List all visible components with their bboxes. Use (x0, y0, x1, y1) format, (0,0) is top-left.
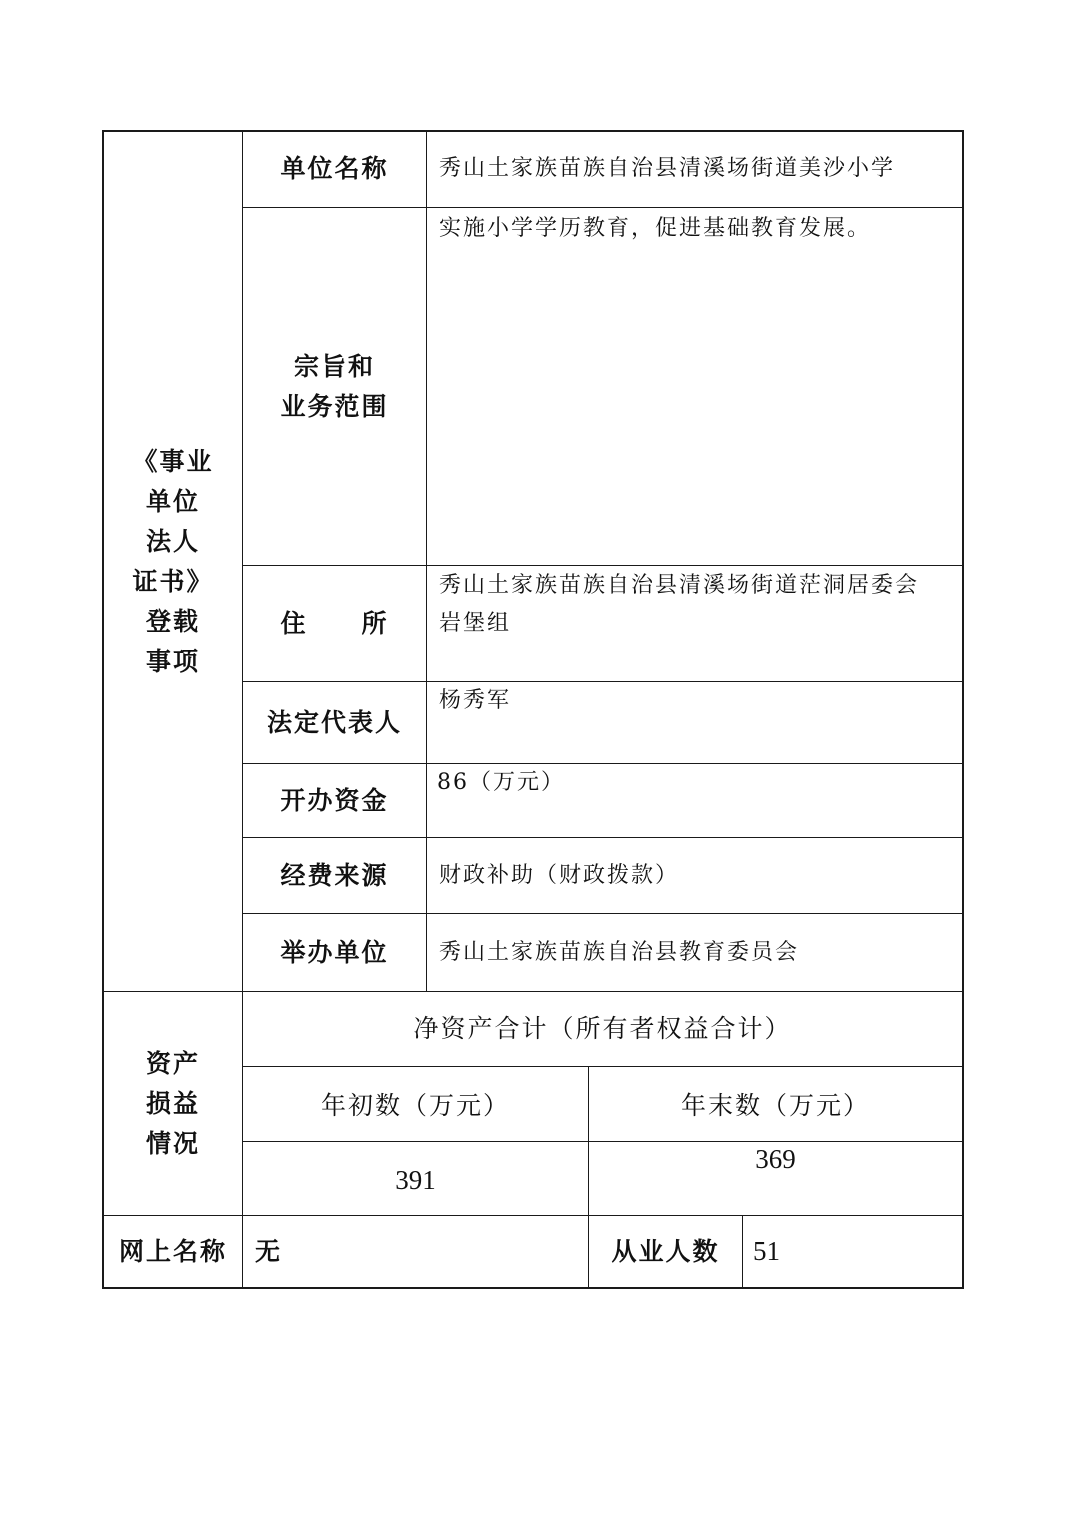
year-begin-header: 年初数（万元） (320, 1091, 510, 1120)
year-end-header: 年末数（万元） (680, 1091, 870, 1120)
registration-title-line-6: 事项 (145, 646, 200, 676)
purpose-value: 实施小学学历教育，促进基础教育发展。 (439, 216, 872, 241)
registration-title-line-2: 单位 (145, 486, 200, 516)
unit-name-label: 单位名称 (280, 154, 389, 183)
registration-title-line-4: 证书》 (132, 566, 214, 596)
fund-source-label: 经费来源 (280, 860, 389, 890)
purpose-label-line-2: 业务范围 (280, 391, 389, 421)
staff-count-value: 51 (753, 1236, 780, 1266)
registration-title-line-1: 《事业 (132, 446, 214, 476)
table-border-bottom (102, 1287, 964, 1289)
purpose-label-line-1: 宗旨和 (293, 351, 375, 381)
assets-section-title (104, 992, 242, 1215)
assets-title-line-2: 损益 (145, 1088, 200, 1118)
funding-label: 开办资金 (280, 785, 389, 815)
assets-title-line-1: 资产 (145, 1048, 200, 1078)
address-value-line-2: 岩堡组 (439, 611, 512, 636)
registration-title-line-3: 法人 (145, 526, 200, 556)
address-value-line-1: 秀山土家族苗族自治县清溪场街道茫洞居委会 (439, 573, 920, 598)
table-border-right (962, 130, 964, 1289)
sponsor-value: 秀山土家族苗族自治县教育委员会 (439, 939, 800, 965)
legal-rep-value: 杨秀军 (439, 688, 512, 713)
legal-rep-label: 法定代表人 (266, 707, 402, 737)
unit-name-value: 秀山土家族苗族自治县清溪场街道美沙小学 (439, 156, 896, 181)
sponsor-label: 举办单位 (280, 937, 389, 967)
net-assets-header: 净资产合计（所有者权益合计） (413, 1014, 792, 1043)
fund-source-value: 财政补助（财政拨款） (439, 862, 680, 888)
address-value (427, 566, 962, 681)
online-name-value: 无 (255, 1236, 283, 1266)
assets-title-line-3: 情况 (145, 1128, 200, 1158)
funding-value: 86（万元） (437, 770, 565, 795)
purpose-label (243, 208, 426, 565)
registration-section-title (104, 132, 242, 991)
year-end-value: 369 (755, 1144, 796, 1174)
address-label: 住 所 (280, 608, 389, 638)
year-begin-value: 391 (395, 1165, 436, 1195)
online-name-label: 网上名称 (118, 1236, 227, 1266)
staff-count-label: 从业人数 (611, 1236, 720, 1266)
registration-title-line-5: 登载 (145, 606, 200, 636)
